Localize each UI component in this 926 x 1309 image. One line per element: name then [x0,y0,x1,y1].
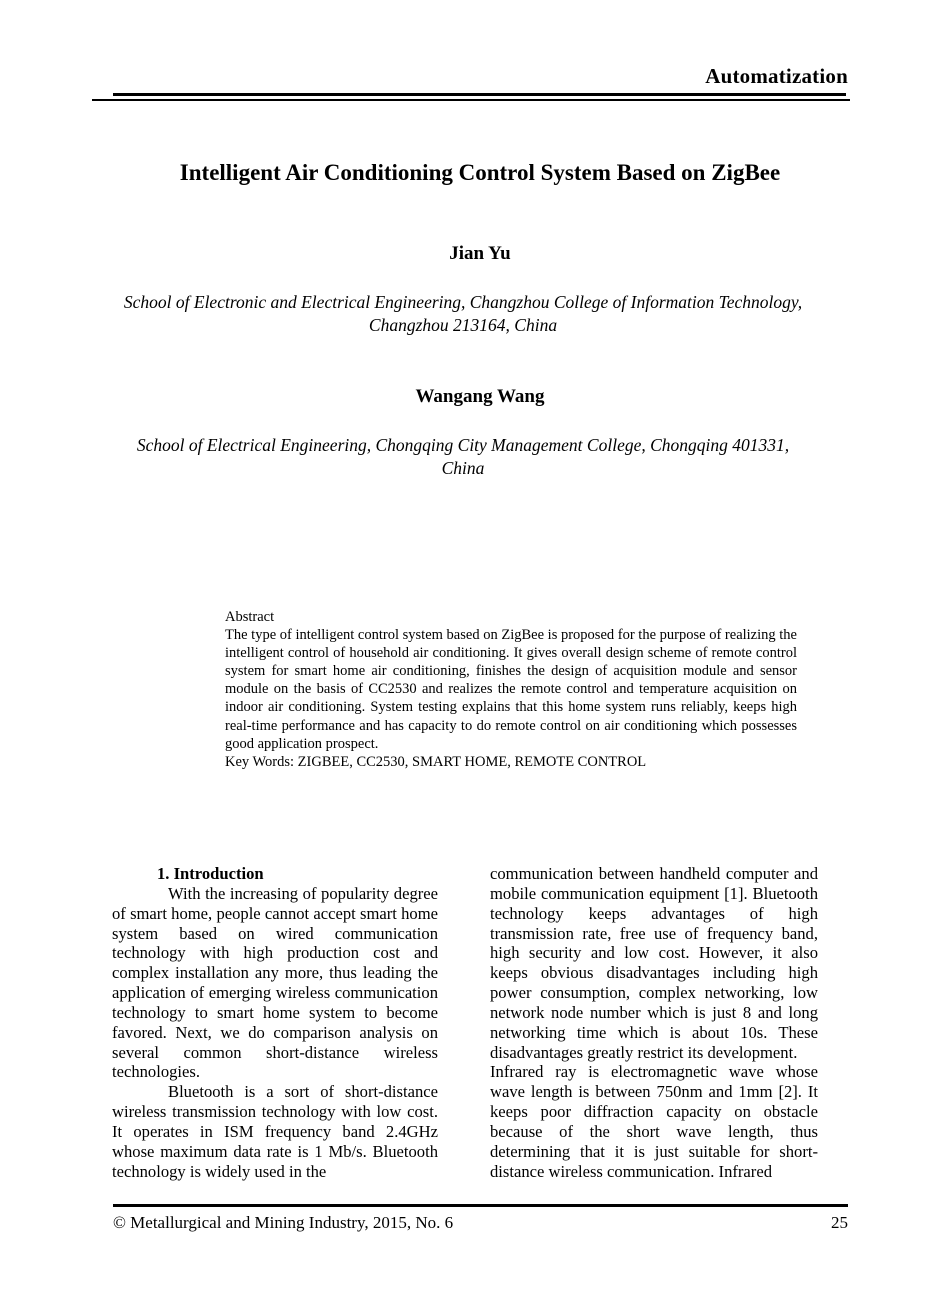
paper-title: Intelligent Air Conditioning Control System Based on ZigBee [179,160,781,186]
abstract-text: The type of intelligent control system based on ZigBee is proposed for the purpose of realizing the intelligent control of household air conditioning. It gives overall design scheme of remote control system for smart home air conditioning, finishes the design of acquisition module and sensor module on the basis of CC2530 and realizes the remote control and temperature acquisition on indoor air conditioning. System testing explains that this home system runs reliably, keeps high real-time performance and has capacity to do remote control on air conditioning which possesses good application prospect. [225,627,797,752]
author-affiliation-2 [93,434,833,479]
paragraph: communication between handheld computer and mobile communication equipment [1]. Bluetooth technology keeps advantages of high transmission rate, free use of frequency band, high security and low cost. However, it also keeps obvious disadvantages including high power consumption, complex networking, low network node number which is just 8 and long networking time which is about 10s. These disadvantages greatly restrict its development. [490,864,818,1062]
affiliation-line: School of Electrical Engineering, Chongqing City Management College, Chongqing 401331, [136,435,790,455]
header-rule-thin [92,99,850,101]
affiliation-line: China [441,457,485,478]
footer-copyright: © Metallurgical and Mining Industry, 2015, No. 6 [113,1213,454,1232]
paragraph: Infrared ray is electromagnetic wave whose wave length is between 750nm and 1mm [2]. It keeps poor diffraction capacity on obstacle because of the short wave length, thus determining that it is just suitable for short-distance wireless communication. Infrared [490,1062,818,1181]
affiliation-line: Changzhou 213164, China [368,314,558,335]
paragraph: With the increasing of popularity degree of smart home, people cannot accept smart home system based on wired communication technology with high production cost and complex installation any more, thus leading the application of emerging wireless communication technology to smart home system to become favored. Next, we do comparison analysis on several common short-distance wireless technologies. [112,883,438,1082]
header-rule-thick [113,93,846,96]
section-heading-introduction: 1. Introduction [157,864,264,883]
running-head: Automatization [705,64,848,88]
abstract-label: Abstract [225,609,275,625]
affiliation-line: School of Electronic and Electrical Engineering, Changzhou College of Information Technology, [123,292,803,312]
body-right-column [490,864,818,1182]
author-name-1: Jian Yu [449,243,511,264]
author-affiliation-1 [93,291,833,336]
author-name-2: Wangang Wang [415,386,545,407]
page-footer [113,1213,848,1233]
page-number: 25 [831,1213,848,1232]
footer-rule [113,1204,848,1207]
abstract-section [225,608,797,771]
paragraph: Bluetooth is a sort of short-distance wireless transmission technology with low cost. It operates in ISM frequency band 2.4GHz whose maximum data rate is 1 Mb/s. Bluetooth technology is widely used in the [112,1082,438,1181]
keywords-line: Key Words: ZIGBEE, CC2530, SMART HOME, REMOTE CONTROL [225,753,647,770]
body-left-column [112,864,438,1182]
